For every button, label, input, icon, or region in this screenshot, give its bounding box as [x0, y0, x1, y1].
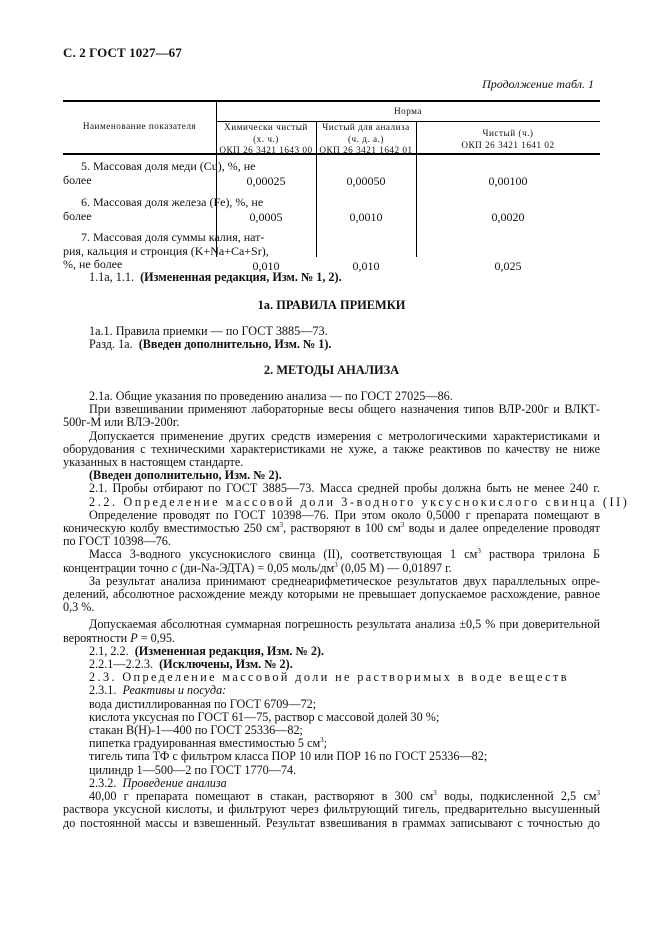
amendment-note: (Введен дополнительно, Изм. № 2). [89, 468, 282, 483]
allowed-text: оборудования с техническими характеристиками не хуже, а также реактивов по качеству не ниже [63, 441, 600, 456]
clause-2-3-1 [63, 684, 600, 697]
subsection-title: Проведение анализа [122, 775, 227, 790]
text-run: P [130, 630, 138, 645]
section-1a-title: 1а. ПРАВИЛА ПРИЕМКИ [257, 298, 406, 312]
row-indicator [63, 159, 256, 187]
page-header: С. 2 ГОСТ 1027—67 [63, 45, 182, 60]
text-run: (0,05 М) — 0,01897 г. [337, 560, 452, 575]
row-indicator [63, 195, 264, 223]
clause-2-2-title: 2.2. Определение массовой доли 3-водного уксуснокислого свинца (II) [89, 494, 630, 509]
header-col-analytical-grade [316, 122, 416, 157]
cell-value: 0,010 [252, 258, 280, 273]
table-row [63, 160, 600, 188]
cell-value: 0,0005 [249, 209, 283, 224]
text-run: Масса 3-водного уксуснокислого свинца (II), соответствующая 1 см [89, 547, 478, 562]
cell-value: 0,00025 [246, 173, 286, 188]
reagent-item: тигель типа ТФ с фильтром класса ПОР 10 или ПОР 16 по ГОСТ 25336—82; [89, 749, 488, 764]
text-run: c [171, 560, 178, 575]
header-line: Чистый для анализа [322, 122, 410, 132]
mass-text [63, 562, 600, 575]
superscript: 3 [433, 789, 437, 798]
text-run: ; [323, 736, 328, 751]
cell-value: 0,025 [494, 258, 522, 273]
section-2-body [63, 389, 630, 830]
superscript: 3 [400, 521, 405, 530]
row-name-line: более [63, 208, 92, 223]
table-row [63, 196, 600, 224]
row-name-line: 7. Массовая доля суммы калия, нат- [81, 230, 265, 244]
row-name-line: %, не более [63, 257, 123, 271]
subsection-title: Реактивы и посуда: [122, 683, 227, 698]
amendment-note: (Введен дополнительно, Изм. № 1). [138, 337, 332, 352]
superscript: 3 [334, 560, 338, 569]
header-line: ОКП 26 3421 1641 02 [461, 139, 555, 150]
text-run: вероятности [63, 630, 131, 645]
text-run: коническую колбу вместимостью 250 см [63, 521, 280, 536]
text-run: , растворяют в 100 см [283, 521, 401, 536]
row-name-line: 6. Массовая доля железа (Fe), %, не [81, 195, 264, 209]
header-line: ОКП 26 3421 1643 00 [219, 145, 313, 155]
reagent-item: вода дистиллированная по ГОСТ 6709—72; [89, 696, 317, 711]
header-col-pure [416, 128, 600, 151]
header-col-chemically-pure [216, 122, 316, 157]
header-norma: Норма [393, 106, 422, 116]
section-2-title: 2. МЕТОДЫ АНАЛИЗА [263, 363, 400, 377]
header-line: (х. ч.) [253, 133, 279, 144]
row-name-line: 5. Массовая доля меди (Cu), %, не [81, 159, 256, 173]
header-line: Химически чистый [224, 122, 308, 132]
header-line: ОКП 26 3421 1642 01 [319, 145, 413, 155]
text-run: концентрации точно [63, 560, 172, 575]
header-line: (ч. д. а.) [348, 133, 384, 144]
amendment-1-1 [63, 271, 600, 284]
reagent-item: стакан В(Н)-1—400 по ГОСТ 25336—82; [89, 723, 303, 738]
amendment-note: (Измененная редакция, Изм. № 1, 2). [140, 270, 342, 284]
row-name-line: более [63, 172, 92, 187]
clause-ref: 2.2.1—2.2.3. [89, 657, 153, 672]
text-run: воды, подкисленной 2,5 см [436, 789, 597, 804]
table-top-rule [63, 100, 600, 102]
weighing-text: При взвешивании применяют лабораторные весы общего назначения типов ВЛР-200г и ВЛКТ- [89, 402, 600, 417]
header-indicator-name: Наименование показателя [82, 121, 197, 131]
table-row [63, 231, 600, 273]
text-run: = 0,95. [137, 630, 176, 645]
superscript: 3 [320, 736, 324, 745]
table-caption: Продолжение табл. 1 [482, 77, 594, 91]
cell-value: 0,010 [352, 258, 380, 273]
amendment-note: (Измененная редакция, Изм. № 2). [134, 643, 325, 658]
cell-value: 0,0010 [349, 209, 383, 224]
superscript: 3 [279, 521, 284, 530]
reagent-item: цилиндр 1—500—2 по ГОСТ 1770—74. [89, 762, 297, 777]
reagent-item: кислота уксусная по ГОСТ 61—75, раствор с массовой долей 30 %; [89, 709, 440, 724]
procedure-text: до постоянной массы и взвешенный. Результат взвешивания в граммах записывают с точностью до [63, 815, 600, 830]
clause-2-1: 2.1. Пробы отбирают по ГОСТ 3885—73. Масса средней пробы должна быть не менее 240 г. [89, 481, 600, 496]
amendment-1a [89, 338, 600, 351]
result-text: За результат анализа принимают среднеарифметическое результатов двух параллельных опре- [89, 573, 600, 588]
row-name-line: рия, кальция и стронция (K+Na+Ca+Sr), [63, 243, 269, 258]
superscript: 3 [596, 789, 600, 798]
clause-2-2-text: Определение проводят по ГОСТ 10398—76. При этом около 0,5000 г препарата помещают в [89, 507, 600, 522]
section-1a-body [63, 325, 600, 351]
clause-ref: Разд. 1а. [89, 337, 133, 352]
procedure-text: раствора уксусной кислоты, и фильтруют через фильтрующий тигель, предварительно высушенный [63, 802, 600, 817]
error-text: Допускаемая абсолютная суммарная погрешность результата анализа ±0,5 % при доверительной [89, 617, 600, 632]
allowed-text: указанных в настоящем стандарте. [63, 455, 244, 470]
cell-value: 0,0020 [491, 209, 525, 224]
weighing-text: 500г-М или ВЛЭ-200г. [63, 415, 180, 430]
header-line: Чистый (ч.) [482, 128, 534, 138]
cell-value: 0,00100 [488, 173, 528, 188]
text-run: воды и далее определение проводят [404, 521, 600, 536]
superscript: 3 [477, 547, 481, 556]
text-run: 40,00 г препарата помещают в стакан, растворяют в 300 см [89, 789, 434, 804]
text-run: пипетка градуированная вместимостью 5 см [89, 736, 321, 751]
clause-2-1a: 2.1а. Общие указания по проведению анализа — по ГОСТ 27025—86. [89, 389, 453, 403]
cell-value: 0,00050 [346, 173, 386, 188]
clause-ref: 2.3.1. [89, 683, 117, 698]
clause-2-2-text: по ГОСТ 10398—76. [63, 534, 171, 549]
clause-1a-1: 1а.1. Правила приемки — по ГОСТ 3885—73. [89, 324, 328, 338]
text-run: раствора трилона Б [480, 547, 601, 562]
result-text: 0,3 %. [63, 600, 95, 615]
clause-ref: 1.1а, 1.1. [89, 270, 135, 284]
result-text: делений, абсолютное расхождение между которыми не превышает допускаемое расхождение, равное [63, 587, 600, 602]
clause-ref: 2.3.2. [89, 775, 117, 790]
clause-ref: 2.1, 2.2. [89, 643, 129, 658]
text-run: (ди-Na-ЭДТА) = 0,05 моль/дм [177, 560, 335, 575]
amendment-note: (Исключены, Изм. № 2). [159, 657, 293, 672]
clause-2-3-title: 2.3. Определение массовой доли не растворимых в воде веществ [89, 670, 569, 685]
allowed-text: Допускается применение других средств измерения с метрологическими характеристиками и [89, 428, 600, 443]
